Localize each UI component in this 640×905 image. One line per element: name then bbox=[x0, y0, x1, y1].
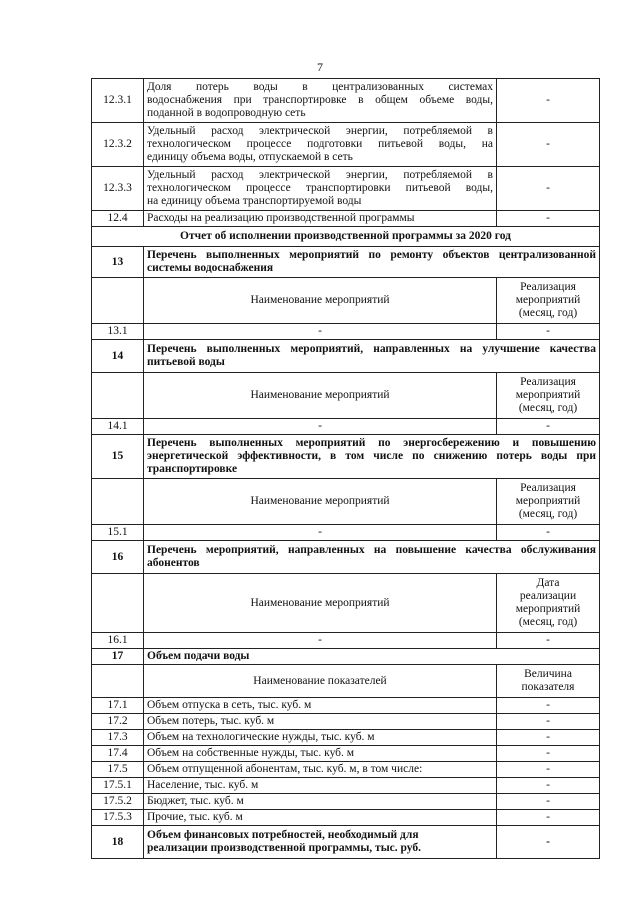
row-description: - bbox=[144, 324, 497, 340]
table-row bbox=[92, 810, 600, 826]
column-header-value: Дата реализации мероприятий (месяц, год) bbox=[497, 574, 600, 633]
row-number: 13.1 bbox=[92, 324, 144, 340]
table-row bbox=[92, 633, 600, 649]
report-title: Отчет об исполнении производственной программы за 2020 год bbox=[92, 227, 600, 247]
row-value: - bbox=[497, 698, 600, 714]
row-number: 14.1 bbox=[92, 419, 144, 435]
row-value: - bbox=[497, 810, 600, 826]
table-row bbox=[92, 211, 600, 227]
row-description: Население, тыс. куб. м bbox=[144, 778, 497, 794]
section-title: Перечень выполненных мероприятий, направленных на улучшение качества питьевой воды bbox=[144, 340, 600, 373]
row-description: Бюджет, тыс. куб. м bbox=[144, 794, 497, 810]
column-headers bbox=[92, 479, 600, 525]
section-header-15 bbox=[92, 435, 600, 479]
table-row bbox=[92, 730, 600, 746]
row-value: - bbox=[497, 79, 600, 123]
row-description: Объем отпущенной абонентам, тыс. куб. м, в том числе: bbox=[144, 762, 497, 778]
row-number: 12.3.3 bbox=[92, 167, 144, 211]
row-number: 12.3.1 bbox=[92, 79, 144, 123]
row-description: Доля потерь воды в централизованных системах водоснабжения при транспортировке в общем объеме воды, поданной в водопроводную сеть bbox=[144, 79, 497, 123]
report-title-row bbox=[92, 227, 600, 247]
row-number: 12.4 bbox=[92, 211, 144, 227]
section-title: Объем финансовых потребностей, необходимый для реализации производственной программы, тыс. руб. bbox=[144, 826, 497, 859]
table-row bbox=[92, 746, 600, 762]
table-row bbox=[92, 123, 600, 167]
section-title: Перечень выполненных мероприятий по энергосбережению и повышению энергетической эффективности, в том числе по снижению потерь воды при транспортировке bbox=[144, 435, 600, 479]
row-description: Расходы на реализацию производственной программы bbox=[144, 211, 497, 227]
section-header-14 bbox=[92, 340, 600, 373]
section-number: 16 bbox=[92, 541, 144, 574]
table-row bbox=[92, 167, 600, 211]
section-number: 18 bbox=[92, 826, 144, 859]
row-value: - bbox=[497, 419, 600, 435]
row-number: 17.2 bbox=[92, 714, 144, 730]
column-headers bbox=[92, 574, 600, 633]
column-header-name: Наименование мероприятий bbox=[144, 479, 497, 525]
column-header-value: Реализация мероприятий (месяц, год) bbox=[497, 278, 600, 324]
row-description: Удельный расход электрической энергии, потребляемой в технологическом процессе транспортировки питьевой воды, на единицу объема транспортируемой воды bbox=[144, 167, 497, 211]
row-value: - bbox=[497, 746, 600, 762]
column-header-value: Реализация мероприятий (месяц, год) bbox=[497, 373, 600, 419]
section-header-13 bbox=[92, 247, 600, 278]
column-headers bbox=[92, 665, 600, 698]
column-header-name: Наименование показателей bbox=[144, 665, 497, 698]
row-description: - bbox=[144, 419, 497, 435]
column-header-value: Реализация мероприятий (месяц, год) bbox=[497, 479, 600, 525]
row-value: - bbox=[497, 762, 600, 778]
section-header-18 bbox=[92, 826, 600, 859]
row-value: - bbox=[497, 123, 600, 167]
row-description: Объем потерь, тыс. куб. м bbox=[144, 714, 497, 730]
row-value: - bbox=[497, 730, 600, 746]
row-number: 12.3.2 bbox=[92, 123, 144, 167]
row-value: - bbox=[497, 633, 600, 649]
row-value: - bbox=[497, 167, 600, 211]
column-headers bbox=[92, 373, 600, 419]
section-number: 17 bbox=[92, 649, 144, 665]
table-row bbox=[92, 79, 600, 123]
row-number: 15.1 bbox=[92, 525, 144, 541]
row-description: Объем отпуска в сеть, тыс. куб. м bbox=[144, 698, 497, 714]
row-description: Прочие, тыс. куб. м bbox=[144, 810, 497, 826]
row-number: 17.5.3 bbox=[92, 810, 144, 826]
row-number: 16.1 bbox=[92, 633, 144, 649]
column-headers bbox=[92, 278, 600, 324]
row-number: 17.5.1 bbox=[92, 778, 144, 794]
row-value: - bbox=[497, 211, 600, 227]
table-row bbox=[92, 525, 600, 541]
row-number: 17.5 bbox=[92, 762, 144, 778]
section-number: 13 bbox=[92, 247, 144, 278]
row-number: 17.5.2 bbox=[92, 794, 144, 810]
table-row bbox=[92, 762, 600, 778]
page-number: 7 bbox=[317, 60, 323, 74]
row-description: Удельный расход электрической энергии, потребляемой в технологическом процессе подготовки питьевой воды, на единицу объема воды, отпускаемой в сеть bbox=[144, 123, 497, 167]
table-row bbox=[92, 714, 600, 730]
table-row bbox=[92, 778, 600, 794]
section-number: 15 bbox=[92, 435, 144, 479]
column-header-value: Величина показателя bbox=[497, 665, 600, 698]
row-number: 17.1 bbox=[92, 698, 144, 714]
column-header-name: Наименование мероприятий bbox=[144, 574, 497, 633]
table-row bbox=[92, 794, 600, 810]
section-number: 14 bbox=[92, 340, 144, 373]
table-row bbox=[92, 698, 600, 714]
production-program-table bbox=[91, 78, 600, 859]
row-number: 17.3 bbox=[92, 730, 144, 746]
section-title: Перечень выполненных мероприятий по ремонту объектов централизованной системы водоснабжения bbox=[144, 247, 600, 278]
row-number: 17.4 bbox=[92, 746, 144, 762]
table-row bbox=[92, 419, 600, 435]
section-header-16 bbox=[92, 541, 600, 574]
row-value: - bbox=[497, 525, 600, 541]
table-row bbox=[92, 324, 600, 340]
row-value: - bbox=[497, 714, 600, 730]
row-description: - bbox=[144, 633, 497, 649]
section-title: Перечень мероприятий, направленных на повышение качества обслуживания абонентов bbox=[144, 541, 600, 574]
row-value: - bbox=[497, 778, 600, 794]
section-title: Объем подачи воды bbox=[144, 649, 600, 665]
column-header-name: Наименование мероприятий bbox=[144, 278, 497, 324]
column-header-name: Наименование мероприятий bbox=[144, 373, 497, 419]
row-description: - bbox=[144, 525, 497, 541]
row-value: - bbox=[497, 794, 600, 810]
section-header-17 bbox=[92, 649, 600, 665]
row-description: Объем на технологические нужды, тыс. куб. м bbox=[144, 730, 497, 746]
row-value: - bbox=[497, 826, 600, 859]
row-description: Объем на собственные нужды, тыс. куб. м bbox=[144, 746, 497, 762]
row-value: - bbox=[497, 324, 600, 340]
